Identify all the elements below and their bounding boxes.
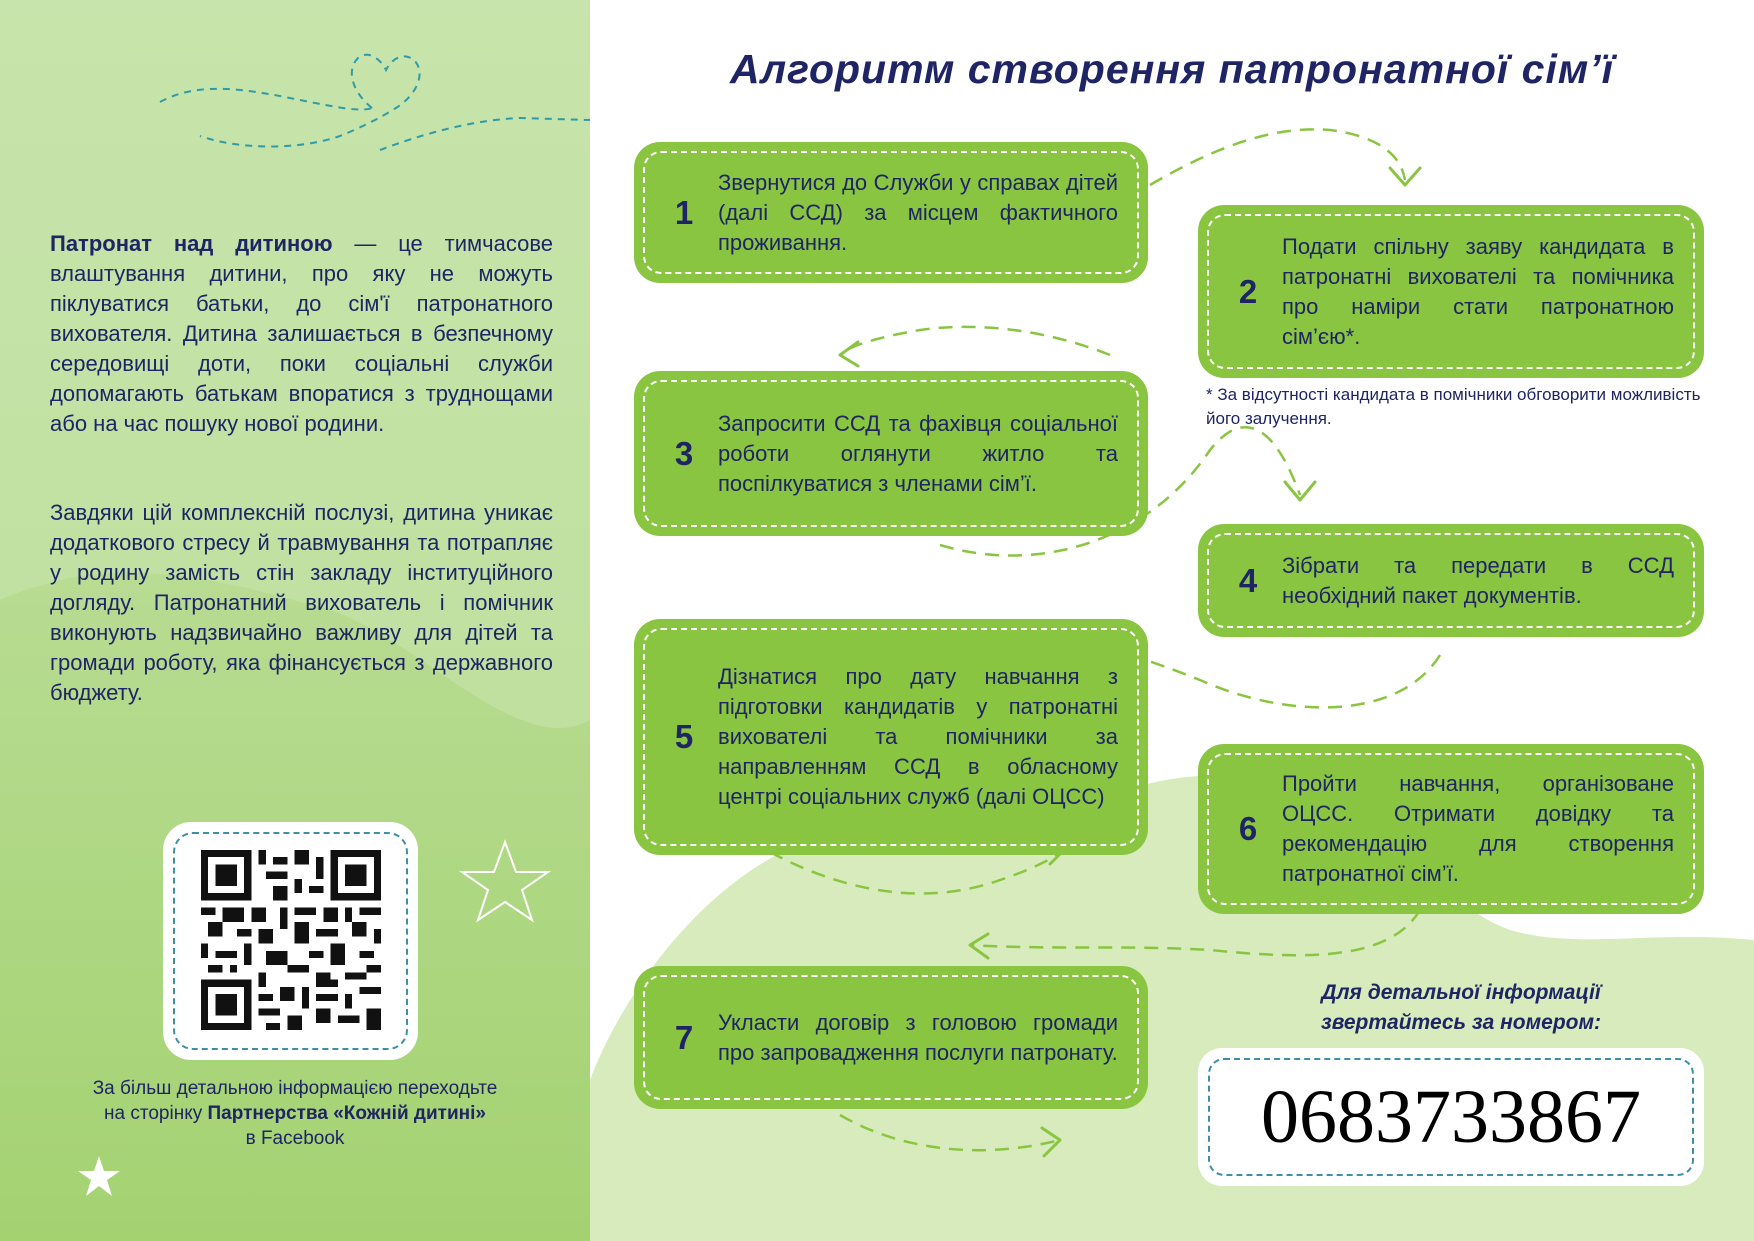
right-panel xyxy=(590,0,1754,1241)
step-text-content: Дізнатися про дату навчання з підготовки кандидатів у патронатні вихователі та помічники за направленням ССД в обласному центрі соціальних служб (далі ОЦСС) xyxy=(718,664,1118,809)
footnote: * За відсутності кандидата в помічники обговорити можливість його залучення. xyxy=(1206,385,1701,428)
benefits-paragraph: Завдяки цій комплексній послузі, дитина уникає додаткового стресу й травмування та потрапляє у родину замість стін закладу інституційного догляду. Патронатний вихователь і помічник виконують надзвичайно важливу для дітей та громади роботу, яка фінансується з державного бюджету. xyxy=(50,500,553,705)
step-text xyxy=(718,966,1118,1109)
step-number: 5 xyxy=(674,718,694,755)
intro-term: Патронат над дитиною xyxy=(50,231,333,256)
intro-text: — це тимчасове влаштування дитини, про яку не можуть піклуватися батьки, до сім'ї патронатного вихователя. Дитина залишається в безпечному середовищі доти, поки соціальні служби допомагають батькам впоратися з труднощами або на час пошуку нової родини. xyxy=(50,231,553,436)
step-text xyxy=(1282,205,1674,378)
partnership-link[interactable]: Партнерства «Кожній дитині» xyxy=(207,1103,486,1124)
page-title: Алгоритм створення патронатної сім’ї xyxy=(729,46,1614,92)
contact-label xyxy=(1206,978,1716,1038)
step-text xyxy=(718,371,1118,536)
qr-code-icon[interactable] xyxy=(201,850,381,1030)
step-number: 2 xyxy=(1238,272,1258,310)
step-number: 1 xyxy=(674,193,694,231)
step-card-6 xyxy=(1198,744,1704,914)
phone-box xyxy=(1198,1048,1704,1186)
step-number: 3 xyxy=(674,434,694,472)
contact-label-line-1: Для детальної інформації xyxy=(1321,981,1601,1004)
footer-line-2 xyxy=(40,1101,550,1126)
step-text-content: Звернутися до Служби у справах дітей (далі ССД) за місцем фактичного проживання. xyxy=(718,169,1118,255)
qr-card[interactable] xyxy=(163,822,418,1060)
intro-paragraph xyxy=(50,229,553,439)
footer-prefix: на сторінку xyxy=(104,1103,208,1124)
footer-line-1: За більш детальною інформацією переходьте xyxy=(92,1078,498,1099)
facebook-link-note xyxy=(40,1076,550,1151)
step-card-2 xyxy=(1198,205,1704,378)
step-text-content: Пройти навчання, організоване ОЦСС. Отримати довідку та рекомендацію для створення патронатної сім’ї. xyxy=(1282,771,1674,886)
step-number: 6 xyxy=(1238,810,1258,847)
step-card-4 xyxy=(1198,524,1704,637)
step-text xyxy=(718,142,1118,283)
left-panel xyxy=(0,0,590,1241)
step-card-7 xyxy=(634,966,1148,1109)
step-text xyxy=(1282,744,1674,914)
contact-label-line-2: звертайтесь за номером: xyxy=(1320,1011,1601,1034)
step-number: 7 xyxy=(674,1018,694,1056)
step-number: 4 xyxy=(1238,561,1258,599)
phone-number[interactable]: 0683733867 xyxy=(1261,1074,1641,1159)
step-text-content: Подати спільну заяву кандидата в патронатні вихователі та помічника про наміри стати патронатною сім’єю*. xyxy=(1282,233,1674,349)
step-text xyxy=(718,619,1118,855)
step-text xyxy=(1282,524,1674,637)
step-card-5 xyxy=(634,619,1148,855)
step-card-1 xyxy=(634,142,1148,283)
step-card-3 xyxy=(634,371,1148,536)
step-text-content: Запросити ССД та фахівця соціальної роботи оглянути житло та поспілкуватися з членами сім’ї. xyxy=(718,410,1118,496)
footer-line-3: в Facebook xyxy=(245,1128,345,1149)
step-text-content: Укласти договір з головою громади про запровадження послуги патронату. xyxy=(718,1009,1118,1065)
step-text-content: Зібрати та передати в ССД необхідний пакет документів. xyxy=(1282,552,1674,608)
